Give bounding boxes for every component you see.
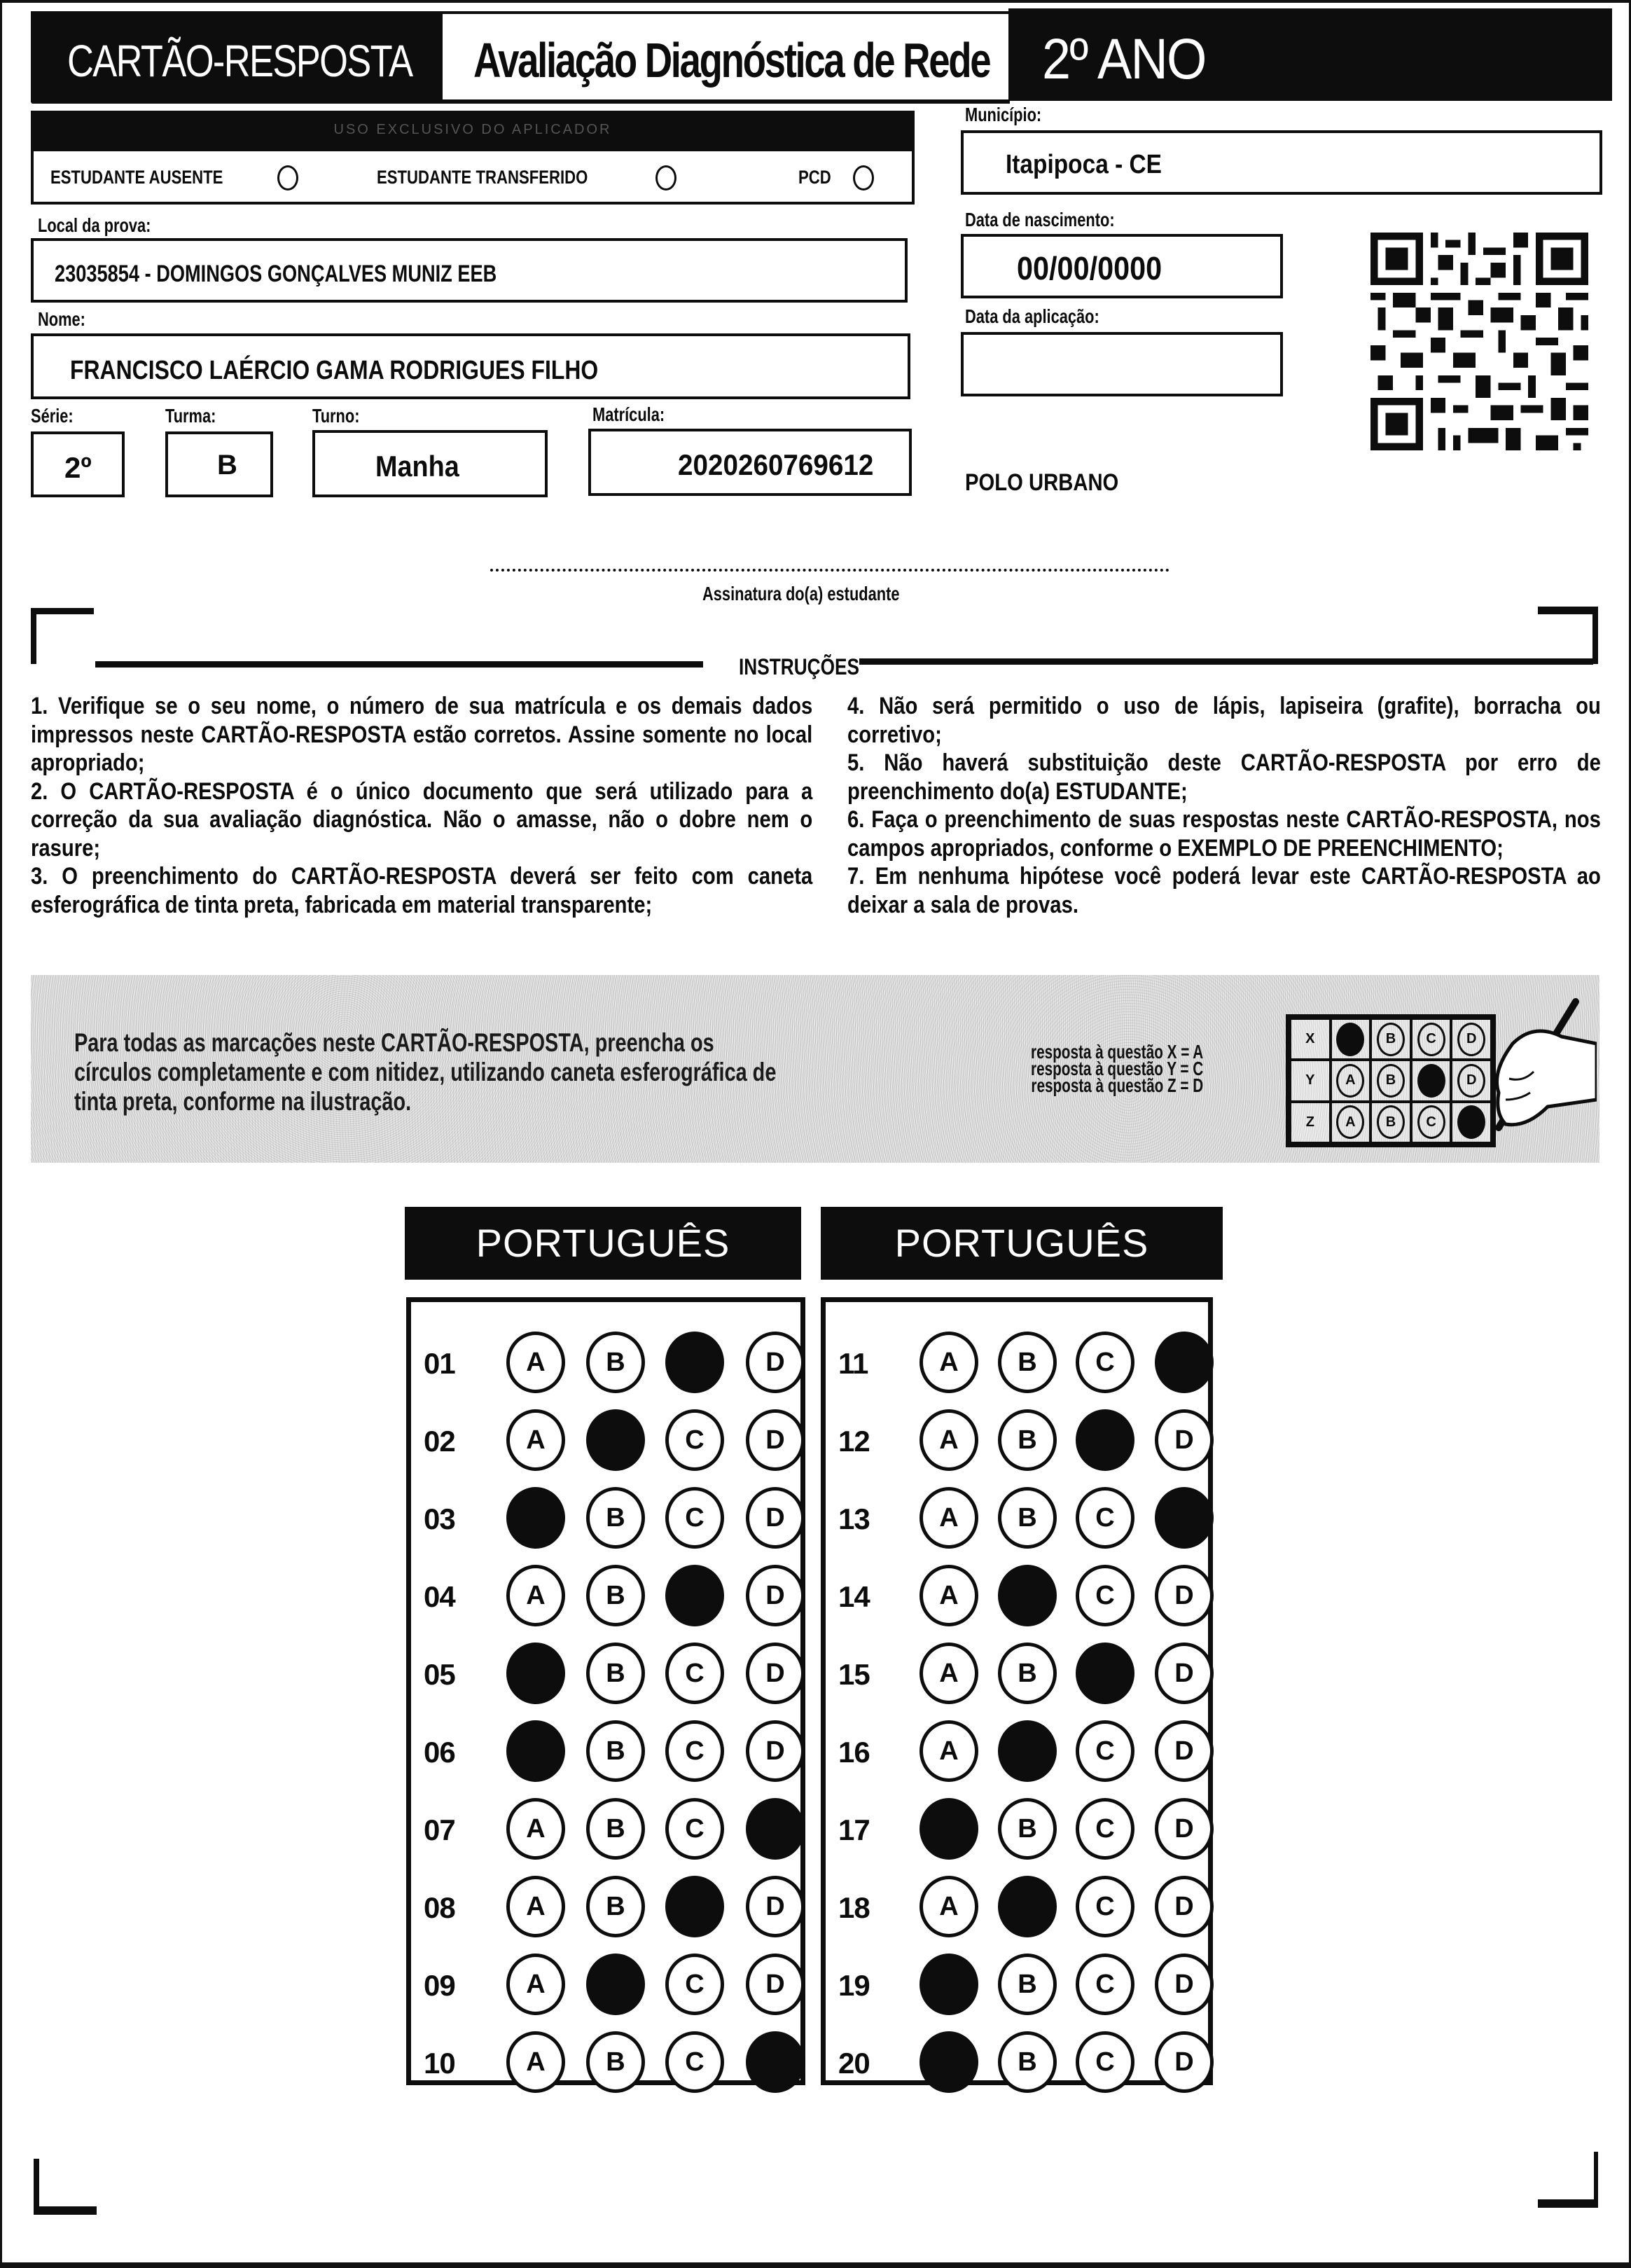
option-label-ausente: ESTUDANTE AUSENTE: [50, 167, 223, 188]
answer-bubble-15-a[interactable]: A: [919, 1643, 978, 1704]
example-cell: [1370, 1060, 1411, 1101]
answer-bubble-17-c[interactable]: C: [1076, 1798, 1134, 1860]
answer-bubble-01-b[interactable]: B: [586, 1332, 645, 1393]
answer-bubble-17-d[interactable]: D: [1155, 1798, 1214, 1860]
instruction-item: 7. Em nenhuma hipótese você poderá levar este CARTÃO-RESPOSTA ao deixar a sala de provas.: [847, 863, 1601, 918]
answer-bubble-11-b[interactable]: B: [998, 1332, 1057, 1393]
answer-bubble-16-a[interactable]: A: [919, 1720, 978, 1782]
answer-bubble-15-b[interactable]: B: [998, 1643, 1057, 1704]
answer-bubble-06-a[interactable]: [506, 1720, 565, 1782]
example-text: [74, 1028, 777, 1116]
answer-bubble-18-d[interactable]: D: [1155, 1876, 1214, 1937]
answer-bubble-07-d[interactable]: [746, 1798, 805, 1860]
question-row-10: [411, 2031, 800, 2094]
option-label-transferido: ESTUDANTE TRANSFERIDO: [377, 167, 588, 188]
answer-bubble-13-a[interactable]: A: [919, 1487, 978, 1549]
answer-bubble-17-b[interactable]: B: [998, 1798, 1057, 1860]
answer-bubble-19-d[interactable]: D: [1155, 1954, 1214, 2015]
municipio-value: Itapipoca - CE: [1006, 150, 1162, 179]
answer-bubble-08-d[interactable]: D: [746, 1876, 805, 1937]
answer-bubble-17-a[interactable]: [919, 1798, 978, 1860]
answer-bubble-02-b[interactable]: [586, 1409, 645, 1471]
answer-bubble-06-d[interactable]: D: [746, 1720, 805, 1782]
instruction-item: 1. Verifique se o seu nome, o número de sua matrícula e os demais dados impressos neste CARTÃO-RESPOSTA estão corretos. Assine somente no local apropriado;: [31, 693, 813, 776]
example-bubble-b: B: [1377, 1064, 1405, 1098]
example-cell: [1411, 1018, 1452, 1060]
option-label-pcd: PCD: [798, 167, 831, 188]
example-question-label: Z: [1290, 1102, 1331, 1143]
example-legend: [1031, 1041, 1204, 1096]
example-legend-line: resposta à questão X = A: [1031, 1041, 1204, 1063]
answer-bubble-08-b[interactable]: B: [586, 1876, 645, 1937]
card-title: CARTÃO-RESPOSTA: [67, 36, 412, 86]
serie-value: 2º: [64, 451, 92, 484]
example-text-line: Para todas as marcações neste CARTÃO-RESPOSTA, preencha os: [74, 1028, 714, 1057]
question-row-11: [826, 1332, 1208, 1395]
serie-label: Série:: [31, 405, 74, 427]
exam-title-block: [443, 14, 1008, 99]
grade-title: 2º ANO: [1042, 27, 1206, 91]
answer-bubble-12-a[interactable]: A: [919, 1409, 978, 1471]
answer-bubble-06-c[interactable]: C: [665, 1720, 724, 1782]
example-cell: [1411, 1102, 1452, 1143]
answer-bubble-16-b[interactable]: [998, 1720, 1057, 1782]
example-bubble-d: D: [1457, 1023, 1485, 1056]
instructions-right: [847, 692, 1601, 919]
nome-label: Nome:: [38, 308, 85, 330]
question-row-04: [411, 1565, 800, 1628]
instruction-item: 2. O CARTÃO-RESPOSTA é o único documento que será utilizado para a correção da sua avaliação diagnóstica. Não o amasse, não o dobre nem o rasure;: [31, 777, 813, 862]
instructions-title: INSTRUÇÕES: [739, 654, 860, 679]
answer-bubble-09-b[interactable]: [586, 1954, 645, 2015]
question-row-20: [826, 2031, 1208, 2094]
grade-title-block: [1008, 8, 1612, 101]
question-number: 04: [424, 1580, 455, 1613]
question-row-14: [826, 1565, 1208, 1628]
question-row-16: [826, 1720, 1208, 1783]
question-row-05: [411, 1643, 800, 1706]
question-number: 08: [424, 1891, 455, 1924]
example-bubble-d: D: [1457, 1064, 1485, 1098]
answer-bubble-20-a[interactable]: [919, 2031, 978, 2093]
corner-mark-top-left-h: [31, 608, 94, 614]
instruction-item: 5. Não haverá substituição deste CARTÃO-RESPOSTA por erro de preenchimento do(a) ESTUDANTE;: [847, 749, 1601, 805]
example-text-line: tinta preta, conforme na ilustração.: [74, 1087, 412, 1116]
corner-mark-top-right-h: [1538, 607, 1598, 614]
corner-mark-bottom-right-h: [1538, 2199, 1598, 2208]
local-field: [31, 238, 908, 303]
radio-pcd[interactable]: [853, 165, 874, 191]
turma-value: B: [217, 450, 237, 480]
answer-bubble-14-d[interactable]: D: [1155, 1565, 1214, 1626]
answer-bubble-20-c[interactable]: C: [1076, 2031, 1134, 2093]
turno-value: Manha: [375, 450, 459, 483]
instruction-item: 6. Faça o preenchimento de suas respostas neste CARTÃO-RESPOSTA, nos campos apropriados, conforme o EXEMPLO DE PREENCHIMENTO;: [847, 806, 1601, 862]
question-number: 20: [838, 2047, 870, 2080]
answer-bubble-10-d[interactable]: [746, 2031, 805, 2093]
aplicacao-label: Data da aplicação:: [965, 305, 1099, 327]
answer-bubble-16-d[interactable]: D: [1155, 1720, 1214, 1782]
instructions-left: [31, 692, 812, 919]
question-number: 02: [424, 1425, 455, 1458]
exam-title: Avaliação Diagnóstica de Rede: [473, 33, 990, 88]
aplicador-bar-label: USO EXCLUSIVO DO APLICADOR: [333, 122, 612, 137]
example-bubble-b: B: [1377, 1105, 1405, 1139]
local-value: 23035854 - DOMINGOS GONÇALVES MUNIZ EEB: [55, 261, 497, 287]
question-row-09: [411, 1954, 800, 2017]
question-number: 17: [838, 1813, 870, 1846]
answer-bubble-05-a[interactable]: [506, 1643, 565, 1704]
answer-bubble-14-b[interactable]: [998, 1565, 1057, 1626]
question-row-02: [411, 1409, 800, 1472]
answer-bubble-11-a[interactable]: A: [919, 1332, 978, 1393]
answer-bubble-01-d[interactable]: D: [746, 1332, 805, 1393]
answer-bubble-16-c[interactable]: C: [1076, 1720, 1134, 1782]
nascimento-field: [961, 234, 1283, 298]
answer-bubble-03-d[interactable]: D: [746, 1487, 805, 1549]
corner-mark-bottom-left-h: [34, 2206, 97, 2215]
answer-bubble-10-b[interactable]: B: [586, 2031, 645, 2093]
card-title-block: [31, 11, 444, 104]
instructions-rule-right: [859, 658, 1593, 665]
answer-bubble-19-b[interactable]: B: [998, 1954, 1057, 2015]
example-bubble-c: C: [1417, 1105, 1445, 1139]
answer-bubble-15-c[interactable]: [1076, 1643, 1134, 1704]
answer-bubble-20-d[interactable]: D: [1155, 2031, 1214, 2093]
question-row-17: [826, 1798, 1208, 1861]
answer-bubble-02-c[interactable]: C: [665, 1409, 724, 1471]
example-question-label: X: [1290, 1018, 1331, 1060]
answer-bubble-09-d[interactable]: D: [746, 1954, 805, 2015]
answer-bubble-08-a[interactable]: A: [506, 1876, 565, 1937]
example-cell: [1411, 1060, 1452, 1101]
serie-field: [31, 431, 125, 497]
answer-bubble-07-a[interactable]: A: [506, 1798, 565, 1860]
question-row-01: [411, 1332, 800, 1395]
answer-bubble-01-a[interactable]: A: [506, 1332, 565, 1393]
answer-bubble-13-d[interactable]: [1155, 1487, 1214, 1549]
instruction-item: 3. O preenchimento do CARTÃO-RESPOSTA deverá ser feito com caneta esferográfica de tinta preta, fabricada em material transparente;: [31, 863, 813, 918]
aplicador-options: [31, 150, 915, 205]
answer-bubble-19-a[interactable]: [919, 1954, 978, 2015]
question-row-19: [826, 1954, 1208, 2017]
question-row-08: [411, 1876, 800, 1939]
example-legend-line: resposta à questão Z = D: [1031, 1074, 1204, 1096]
answer-bubble-14-a[interactable]: A: [919, 1565, 978, 1626]
aplicador-bar: [31, 111, 915, 151]
question-number: 05: [424, 1658, 455, 1691]
question-row-06: [411, 1720, 800, 1783]
answer-bubble-12-b[interactable]: B: [998, 1409, 1057, 1471]
answer-bubble-18-b[interactable]: [998, 1876, 1057, 1937]
answer-bubble-15-d[interactable]: D: [1155, 1643, 1214, 1704]
instruction-item: 4. Não será permitido o uso de lápis, lapiseira (grafite), borracha ou corretivo;: [847, 693, 1601, 748]
question-row-03: [411, 1487, 800, 1550]
subject-header-2: PORTUGUÊS: [821, 1207, 1223, 1280]
qr-code-icon: [1369, 233, 1590, 450]
answer-bubble-07-b[interactable]: B: [586, 1798, 645, 1860]
example-text-line: círculos completamente e com nitidez, utilizando caneta esferográfica de: [74, 1058, 777, 1086]
answer-bubble-06-b[interactable]: B: [586, 1720, 645, 1782]
answer-bubble-03-b[interactable]: B: [586, 1487, 645, 1549]
municipio-label: Município:: [965, 104, 1042, 125]
matricula-value: 2020260769612: [678, 448, 874, 481]
answer-bubble-04-b[interactable]: B: [586, 1565, 645, 1626]
matricula-label: Matrícula:: [592, 403, 665, 425]
nascimento-value: 00/00/0000: [1017, 250, 1162, 286]
question-number: 01: [424, 1347, 455, 1380]
corner-mark-top-right: [1592, 608, 1598, 664]
example-bubble-c: C: [1417, 1023, 1445, 1056]
answer-bubble-05-d[interactable]: D: [746, 1643, 805, 1704]
question-number: 16: [838, 1736, 870, 1769]
question-number: 09: [424, 1969, 455, 2002]
answer-bubble-19-c[interactable]: C: [1076, 1954, 1134, 2015]
question-number: 12: [838, 1425, 870, 1458]
answer-bubble-20-b[interactable]: B: [998, 2031, 1057, 2093]
corner-mark-top-left: [31, 608, 36, 664]
question-row-13: [826, 1487, 1208, 1550]
example-legend-line: resposta à questão Y = C: [1031, 1058, 1204, 1079]
answer-bubble-05-c[interactable]: C: [665, 1643, 724, 1704]
answer-bubble-18-a[interactable]: A: [919, 1876, 978, 1937]
answer-bubble-10-c[interactable]: C: [665, 2031, 724, 2093]
turma-label: Turma:: [165, 405, 216, 427]
question-number: 06: [424, 1736, 455, 1769]
answer-bubble-09-c[interactable]: C: [665, 1954, 724, 2015]
answer-bubble-18-c[interactable]: C: [1076, 1876, 1134, 1937]
question-number: 19: [838, 1969, 870, 2002]
instructions-rule-left: [95, 661, 703, 668]
question-number: 03: [424, 1502, 455, 1535]
answer-bubble-05-b[interactable]: B: [586, 1643, 645, 1704]
answer-bubble-12-d[interactable]: D: [1155, 1409, 1214, 1471]
question-number: 18: [838, 1891, 870, 1924]
radio-estudante-ausente[interactable]: [277, 165, 298, 191]
turma-field: [165, 431, 273, 497]
signature-label: Assinatura do(a) estudante: [702, 583, 900, 604]
question-number: 07: [424, 1813, 455, 1846]
nascimento-label: Data de nascimento:: [965, 209, 1115, 230]
question-number: 14: [838, 1580, 870, 1613]
question-number: 15: [838, 1658, 870, 1691]
answer-bubble-04-a[interactable]: A: [506, 1565, 565, 1626]
example-cell: [1331, 1060, 1371, 1101]
example-bubble-a: [1336, 1023, 1364, 1056]
example-question-label: Y: [1290, 1060, 1331, 1101]
subject-header-1: PORTUGUÊS: [405, 1207, 801, 1280]
example-cell: [1370, 1018, 1411, 1060]
turno-field: [312, 430, 548, 497]
answer-bubble-02-d[interactable]: D: [746, 1409, 805, 1471]
answer-bubble-03-a[interactable]: [506, 1487, 565, 1549]
answer-bubble-10-a[interactable]: A: [506, 2031, 565, 2093]
answer-bubble-02-a[interactable]: A: [506, 1409, 565, 1471]
aplicacao-field: [961, 332, 1283, 396]
answer-bubble-03-c[interactable]: C: [665, 1487, 724, 1549]
hand-writing-pen-icon: [1457, 995, 1597, 1156]
example-cell: [1331, 1102, 1371, 1143]
answer-bubble-01-c[interactable]: [665, 1332, 724, 1393]
question-row-12: [826, 1409, 1208, 1472]
answer-bubble-14-c[interactable]: C: [1076, 1565, 1134, 1626]
question-row-18: [826, 1876, 1208, 1939]
nome-field: [31, 333, 910, 399]
answer-bubble-08-c[interactable]: [665, 1876, 724, 1937]
answer-bubble-13-b[interactable]: B: [998, 1487, 1057, 1549]
answer-bubble-07-c[interactable]: C: [665, 1798, 724, 1860]
example-cell: [1370, 1102, 1411, 1143]
answer-bubble-12-c[interactable]: [1076, 1409, 1134, 1471]
answer-bubble-09-a[interactable]: A: [506, 1954, 565, 2015]
answer-sheet-1: [406, 1297, 805, 2085]
nome-value: FRANCISCO LAÉRCIO GAMA RODRIGUES FILHO: [70, 356, 599, 385]
answer-bubble-04-d[interactable]: D: [746, 1565, 805, 1626]
polo-label: POLO URBANO: [965, 469, 1119, 496]
radio-estudante-transferido[interactable]: [655, 165, 676, 191]
answer-bubble-11-d[interactable]: [1155, 1332, 1214, 1393]
question-number: 11: [838, 1347, 868, 1380]
question-row-07: [411, 1798, 800, 1861]
question-number: 10: [424, 2047, 455, 2080]
matricula-field: [588, 429, 912, 496]
answer-sheet-2: [821, 1297, 1213, 2085]
answer-bubble-13-c[interactable]: C: [1076, 1487, 1134, 1549]
question-row-15: [826, 1643, 1208, 1706]
signature-line[interactable]: [490, 569, 1170, 572]
local-label: Local da prova:: [38, 214, 151, 236]
example-bubble-b: B: [1377, 1023, 1405, 1056]
answer-bubble-04-c[interactable]: [665, 1565, 724, 1626]
example-cell: [1331, 1018, 1371, 1060]
example-bubble-a: A: [1336, 1064, 1364, 1098]
municipio-field: [961, 130, 1602, 195]
example-bubble-c: [1417, 1064, 1445, 1098]
answer-bubble-11-c[interactable]: C: [1076, 1332, 1134, 1393]
turno-label: Turno:: [312, 405, 360, 427]
question-number: 13: [838, 1502, 870, 1535]
example-bubble-a: A: [1336, 1105, 1364, 1139]
